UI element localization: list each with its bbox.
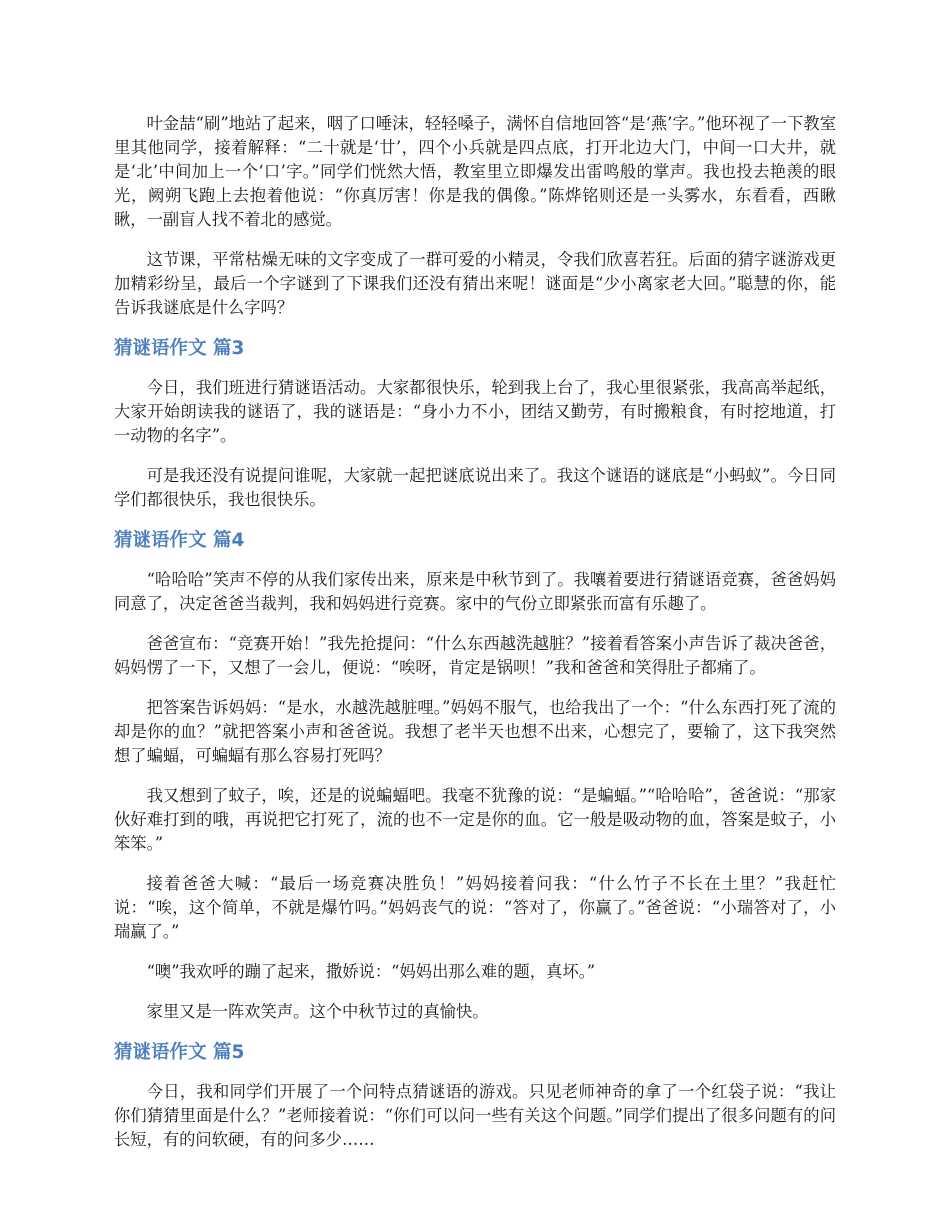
paragraph: 可是我还没有说提问谁呢，大家就一起把谜底说出来了。我这个谜语的谜底是“小蚂蚁”。今日同学们都很快乐，我也很快乐。 — [114, 466, 836, 509]
paragraph: 今日，我们班进行猜谜语活动。大家都很快乐，轮到我上台了，我心里很紧张，我高高举起纸，大家开始朗读我的谜语了，我的谜语是：“身小力不小，团结又勤劳，有时搬粮食，有时挖地道，打一动物的名字”。 — [114, 378, 836, 445]
paragraph: “噢”我欢呼的蹦了起来，撒娇说：“妈妈出那么难的题，真坏。” — [146, 962, 596, 981]
paragraph: 叶金喆“刷”地站了起来，咽了口唾沫，轻轻嗓子，满怀自信地回答“是‘燕’字。”他环视了一下教室里其他同学，接着解释：“二十就是‘廿’，四个小兵就是四点底，打开北边大门，中间一口大井，就是‘北’中间加上一个‘口’字。”同学们恍然大悟，教室里立即爆发出雷鸣般的掌声。我也投去艳羡的眼光，阙朔飞跑上去抱着他说：“你真厉害！你是我的偶像。”陈烨铭则还是一头雾水，东看看，西瞅瞅，一副盲人找不着北的感觉。 — [114, 114, 836, 229]
paragraph: 今日，我和同学们开展了一个问特点猜谜语的游戏。只见老师神奇的拿了一个红袋子说：“我让你们猜猜里面是什么？”老师接着说：“你们可以问一些有关这个问题。”同学们提出了很多问题有的问长短，有的问软硬，有的问多少…… — [114, 1082, 836, 1149]
paragraph: 这节课，平常枯燥无味的文字变成了一群可爱的小精灵，令我们欣喜若狂。后面的猜字谜游戏更加精彩纷呈，最后一个字谜到了下课我们还没有猜出来呢！谜面是“少小离家老大回。”聪慧的你，能告诉我谜底是什么字吗？ — [114, 250, 836, 317]
paragraph: 把答案告诉妈妈：“是水，水越洗越脏哩。”妈妈不服气，也给我出了一个：“什么东西打死了流的却是你的血？”就把答案小声和爸爸说。我想了老半天也想不出来，心想完了，要输了，这下我突然想了蝙蝠，可蝙蝠有那么容易打死吗？ — [114, 698, 836, 765]
paragraph: 接着爸爸大喊：“最后一场竞赛决胜负！”妈妈接着问我：“什么竹子不长在土里？”我赶忙说：“唉，这个简单，不就是爆竹吗。”妈妈丧气的说：“答对了，你赢了。”爸爸说：“小瑞答对了，小瑞赢了。” — [114, 874, 836, 941]
document-page — [114, 112, 836, 1168]
paragraph: 我又想到了蚊子，唉，还是的说蝙蝠吧。我毫不犹豫的说：“是蝙蝠。”“哈哈哈”，爸爸说：“那家伙好难打到的哦，再说把它打死了，流的也不一定是你的血。它一般是吸动物的血，答案是蚊子，小笨笨。” — [114, 786, 836, 853]
paragraph: 爸爸宣布：“竞赛开始！”我先抢提问：“什么东西越洗越脏？”接着看答案小声告诉了裁决爸爸，妈妈愣了一下，又想了一会儿，便说：“唉呀，肯定是锅呗！”我和爸爸和笑得肚子都痛了。 — [114, 634, 836, 677]
section-heading: 猜谜语作文 篇4 — [114, 530, 245, 551]
paragraph: 家里又是一阵欢笑声。这个中秋节过的真愉快。 — [146, 1002, 489, 1021]
paragraph: “哈哈哈”笑声不停的从我们家传出来，原来是中秋节到了。我嚷着要进行猜谜语竞赛，爸爸妈妈同意了，决定爸爸当裁判，我和妈妈进行竞赛。家中的气份立即紧张而富有乐趣了。 — [114, 570, 836, 613]
section-heading: 猜谜语作文 篇5 — [114, 1042, 245, 1063]
section-heading: 猜谜语作文 篇3 — [114, 338, 245, 359]
